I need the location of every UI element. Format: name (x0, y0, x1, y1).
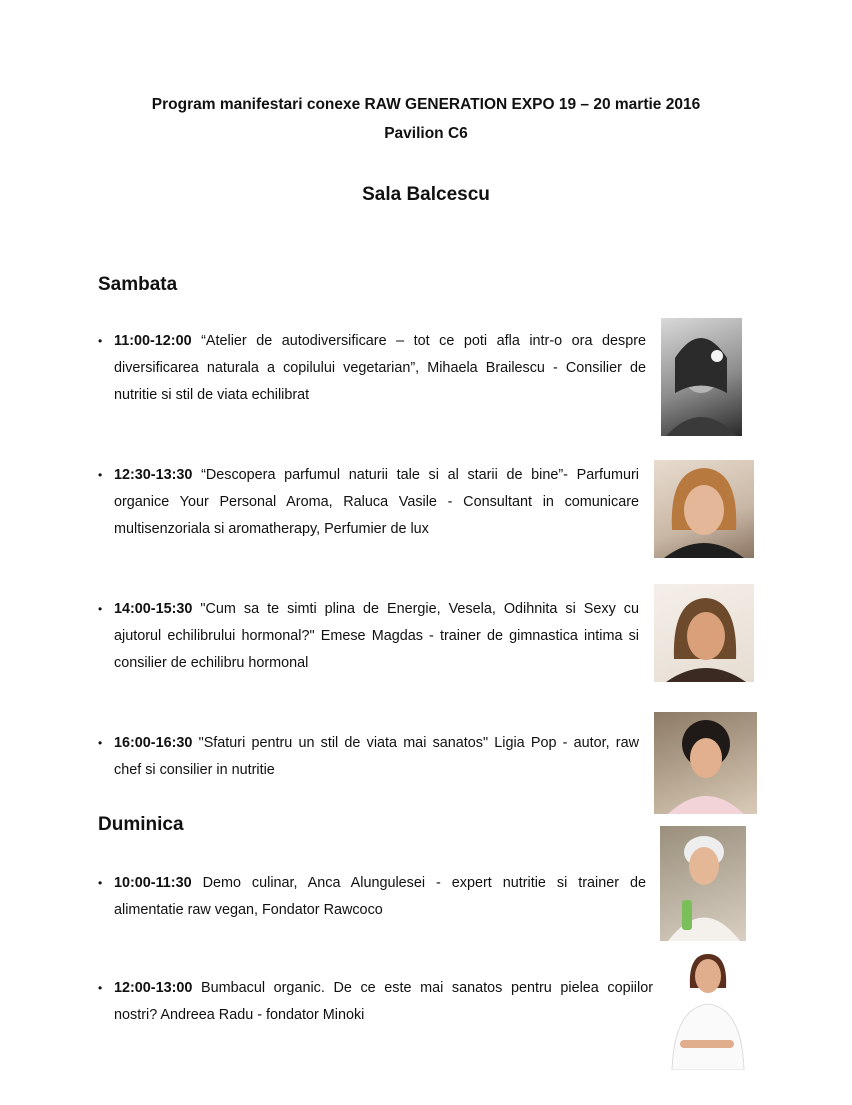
schedule-item (98, 975, 653, 1029)
item-time: 11:00-12:00 (114, 333, 192, 349)
speaker-photo (654, 712, 757, 814)
item-time: 16:00-16:30 (114, 735, 193, 751)
day-heading-sunday: Duminica (98, 814, 184, 835)
portrait-icon (654, 460, 754, 558)
bullet: • (98, 876, 103, 890)
item-time: 10:00-11:30 (114, 875, 192, 891)
item-description: "Sfaturi pentru un stil de viata mai sanatos" Ligia Pop - autor, raw chef si consilier in nutritie (114, 735, 639, 778)
pavilion-title: Pavilion C6 (384, 125, 468, 142)
portrait-icon (664, 948, 750, 1070)
speaker-photo (660, 826, 746, 941)
item-time: 14:00-15:30 (114, 601, 193, 617)
item-time: 12:30-13:30 (114, 467, 193, 483)
hall-heading: Sala Balcescu (362, 184, 490, 205)
bullet: • (98, 736, 103, 750)
item-description: “Atelier de autodiversificare – tot ce poti afla intr-o ora despre diversificarea naturala a copilului vegetarian”, Mihaela Brailescu - Consilier de nutritie si stil de viata echilibrat (114, 333, 646, 403)
item-description: "Cum sa te simti plina de Energie, Vesela, Odihnita si Sexy cu ajutorul echilibrului hormonal?" Emese Magdas - trainer de gimnastica intima si consilier de echilibru hormonal (114, 601, 639, 671)
speaker-photo (654, 584, 754, 682)
portrait-icon (654, 584, 754, 682)
program-title: Program manifestari conexe RAW GENERATION EXPO 19 – 20 martie 2016 (151, 96, 701, 113)
portrait-icon (661, 318, 742, 436)
bullet: • (98, 334, 103, 348)
speaker-photo (661, 318, 742, 436)
speaker-photo (664, 948, 750, 1070)
speaker-photo (654, 460, 754, 558)
schedule-item (98, 870, 646, 924)
item-description: “Descopera parfumul naturii tale si al starii de bine”- Parfumuri organice Your Personal Aroma, Raluca Vasile - Consultant in comunicare multisenzoriala si aromatherapy, Perfumier de lux (114, 467, 639, 537)
schedule-item (98, 462, 639, 543)
schedule-item (98, 596, 639, 677)
schedule-item (98, 730, 639, 784)
schedule-item (98, 328, 646, 409)
item-description: Demo culinar, Anca Alungulesei - expert nutritie si trainer de alimentatie raw vegan, Fondator Rawcoco (114, 875, 646, 918)
portrait-icon (654, 712, 757, 814)
item-description: Bumbacul organic. De ce este mai sanatos pentru pielea copiilor nostri? Andreea Radu - fondator Minoki (114, 980, 653, 1023)
portrait-icon (660, 826, 746, 941)
item-time: 12:00-13:00 (114, 980, 193, 996)
day-heading-saturday: Sambata (98, 274, 178, 295)
bullet: • (98, 468, 103, 482)
bullet: • (98, 981, 103, 995)
bullet: • (98, 602, 103, 616)
